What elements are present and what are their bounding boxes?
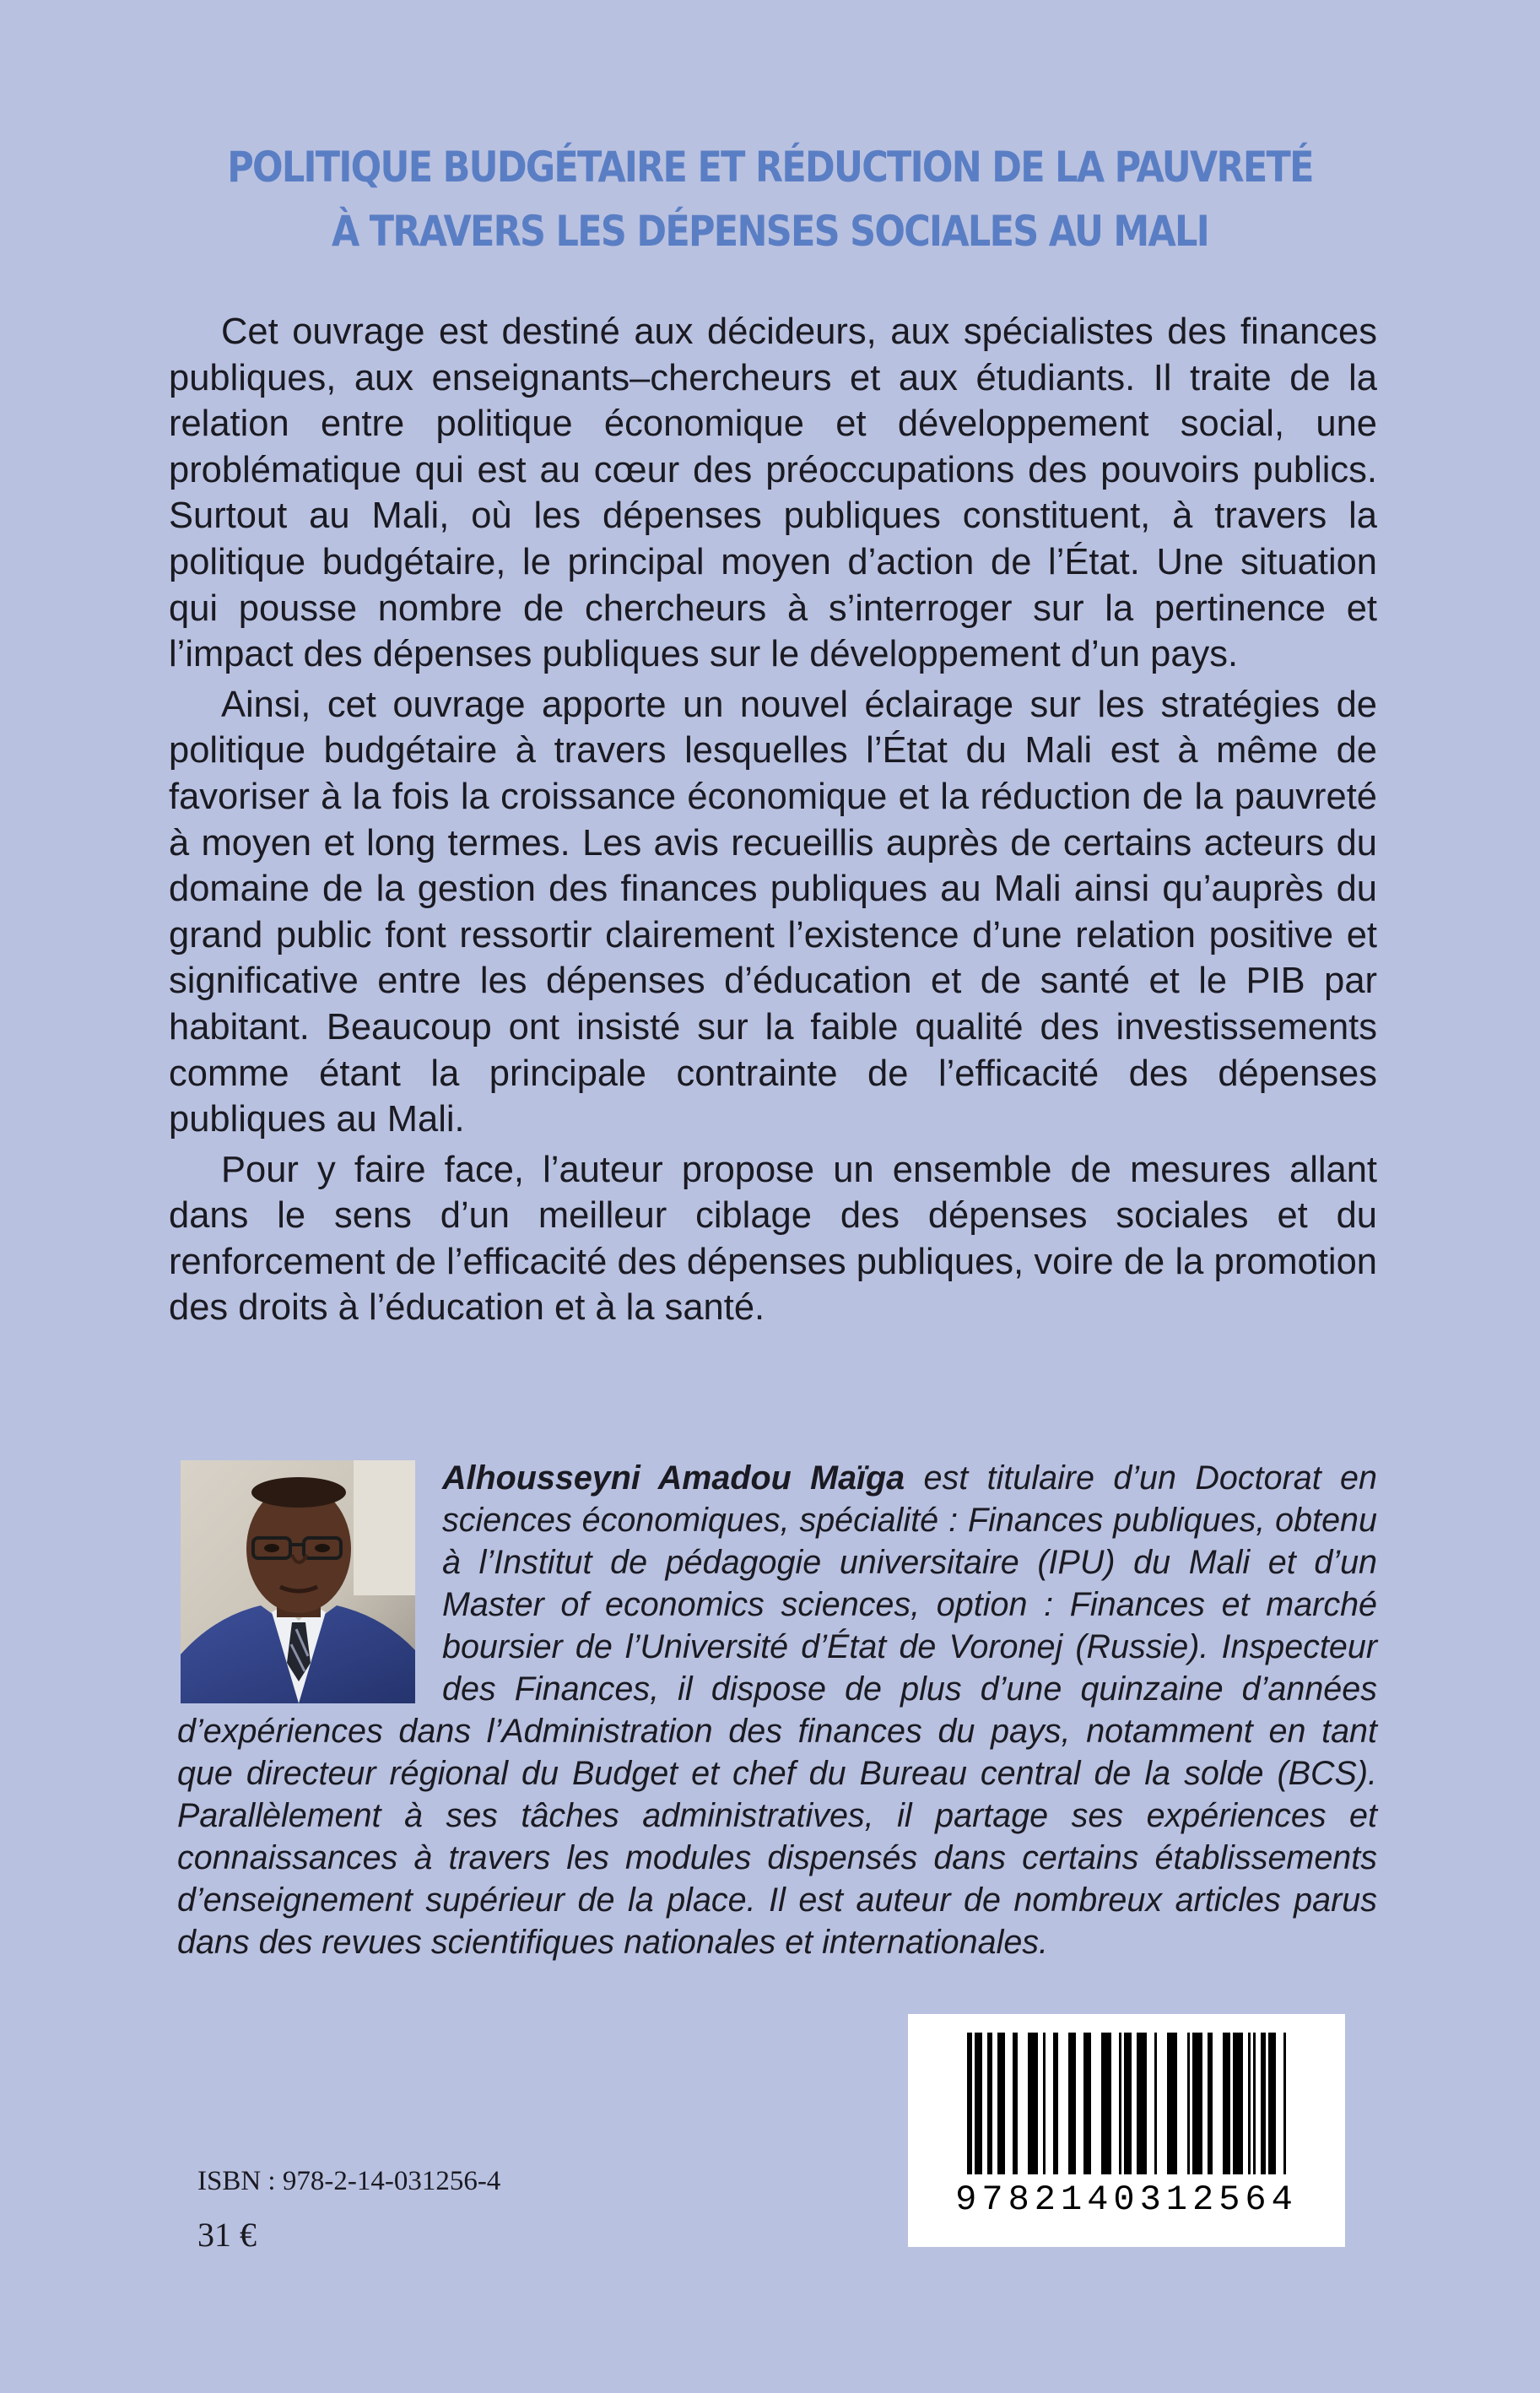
summary-paragraph-3: Pour y faire face, l’auteur propose un ensemble de mesures allant dans le sens d’un meilleur ciblage des dépenses sociales et du renforcement de l’efficacité des dépenses publiques, voire de la promotion des droits à l’éducation et à la santé. xyxy=(169,1149,1377,1329)
barcode-bar xyxy=(1013,2033,1018,2174)
barcode-bar xyxy=(1154,2033,1157,2174)
barcode-bar xyxy=(967,2033,972,2174)
barcode-bar xyxy=(1137,2033,1147,2174)
author-name: Alhousseyni Amadou Maïga xyxy=(442,1459,905,1497)
barcode-bar xyxy=(1101,2033,1111,2174)
title-line-1: POLITIQUE BUDGÉTAIRE ET RÉDUCTION DE LA PAUVRETÉ xyxy=(227,143,1313,192)
barcode-bar xyxy=(1083,2033,1091,2174)
barcode-bar xyxy=(1053,2033,1058,2174)
barcode-bar xyxy=(1283,2033,1286,2174)
isbn-label: ISBN : 978-2-14-031256-4 xyxy=(197,2166,501,2196)
barcode-bars xyxy=(908,2014,1345,2183)
barcode-bar xyxy=(1043,2033,1046,2174)
photo-spacer xyxy=(177,1457,442,1708)
title-line-2: À TRAVERS LES DÉPENSES SOCIALES AU MALI xyxy=(331,207,1208,256)
barcode-bar xyxy=(1253,2033,1256,2174)
summary-paragraph-2: Ainsi, cet ouvrage apporte un nouvel éclairage sur les stratégies de politique budgétaire à travers lesquelles l’État du Mali est à même de favoriser à la fois la croissance économique et la réduction de la pauvreté à moyen et long termes. Les avis recueillis auprès de certains acteurs du domaine de la gestion des finances publiques au Mali ainsi qu’auprès du grand public font ressortir clairement l’existence d’une relation positive et significative entre les dépenses d’éducation et de santé et le PIB par habitant. Beaucoup ont insisté sur la faible qualité des investissements comme étant la principale contrainte de l’efficacité des dépenses publiques au Mali. xyxy=(169,684,1377,1140)
barcode-bar xyxy=(975,2033,982,2174)
barcode-bar xyxy=(1261,2033,1266,2174)
barcode-bar xyxy=(987,2033,992,2174)
summary-paragraph-1: Cet ouvrage est destiné aux décideurs, aux spécialistes des finances publiques, aux enseignants–chercheurs et aux étudiants. Il traite de la relation entre politique économique et développement social, une problématique qui est au cœur des préoccupations des pouvoirs publics. Surtout au Mali, où les dépenses publiques constituent, à travers la politique budgétaire, le principal moyen d’action de l’État. Une situation qui pousse nombre de chercheurs à s’interroger sur la pertinence et l’impact des dépenses publiques sur le développement d’un pays. xyxy=(169,311,1377,675)
author-biography xyxy=(177,1457,1377,1963)
barcode-bar xyxy=(1268,2033,1276,2174)
isbn-barcode xyxy=(908,2014,1345,2247)
summary-text xyxy=(169,309,1377,1335)
barcode-bar xyxy=(1187,2033,1190,2174)
author-bio-text: est titulaire d’un Doctorat en sciences économiques, spécialité : Finances publiques, obtenu à l’Institut de pédagogie universitaire (IPU) du Mali et d’un Master of economics sciences, option : Finances et marché boursier de l’Université d’État de Voronej (Russie). Inspecteur des Finances, il dispose de plus d’une quinzaine d’années d’expériences dans l’Administration des finances du pays, notamment en tant que directeur régional du Budget et chef du Bureau central de la solde (BCS). Parallèlement à ses tâches administratives, il partage ses expériences et connaissances à travers les modules dispensés dans certains établissements d’enseignement supérieur de la place. Il est auteur de nombreux articles parus dans des revues scientifiques nationales et internationales. xyxy=(177,1459,1377,1961)
barcode-bar xyxy=(1167,2033,1177,2174)
barcode-bar xyxy=(1119,2033,1121,2174)
barcode-bar xyxy=(1192,2033,1202,2174)
barcode-number: 9782140312564 xyxy=(955,2179,1298,2220)
barcode-bar xyxy=(1124,2033,1132,2174)
barcode-bar xyxy=(1068,2033,1076,2174)
barcode-bar xyxy=(1208,2033,1213,2174)
barcode-bar xyxy=(1248,2033,1251,2174)
barcode-bar xyxy=(997,2033,1005,2174)
price-label: 31 € xyxy=(197,2216,257,2254)
book-title xyxy=(108,135,1433,263)
barcode-bar xyxy=(1223,2033,1230,2174)
barcode-bar xyxy=(1233,2033,1243,2174)
barcode-bar xyxy=(1028,2033,1038,2174)
